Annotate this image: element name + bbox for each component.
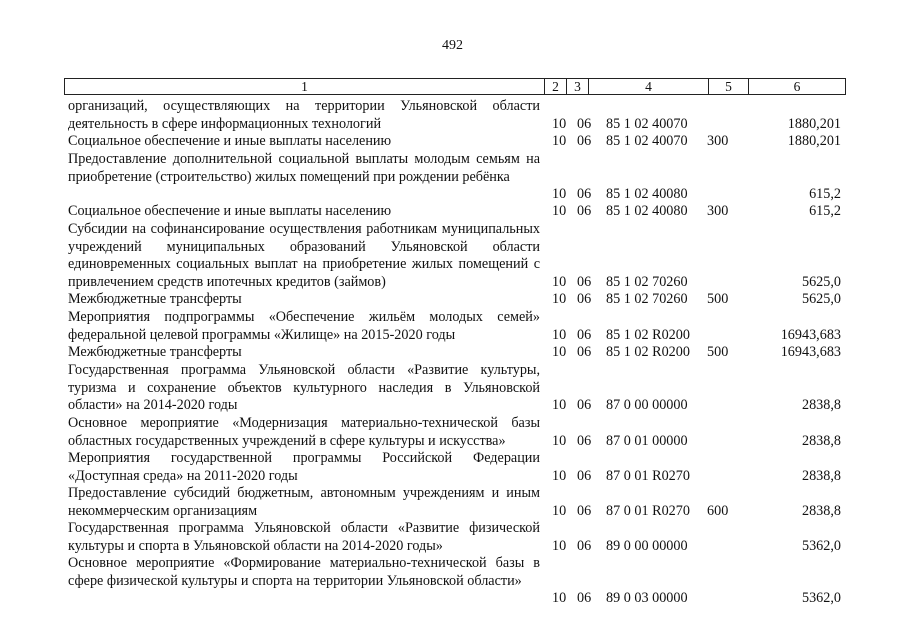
row-description: Предоставление субсидий бюджетным, автономным учреждениям и иным некоммерческим организациям [68, 485, 540, 519]
row-col-2: 10 [552, 502, 567, 519]
row-col-6: 5362,0 [801, 590, 841, 607]
row-col-4: 85 1 02 R0200 [606, 326, 690, 343]
row-col-3: 06 [577, 273, 592, 290]
row-col-5: 500 [707, 344, 729, 360]
row-col-4: 87 0 01 R0270 [606, 467, 690, 484]
row-col-3: 06 [577, 133, 592, 149]
row-description: Межбюджетные трансферты [68, 291, 242, 307]
row-col-6: 615,2 [809, 186, 841, 203]
row-col-3: 06 [577, 590, 592, 607]
row-description: организаций, осуществляющих на территории Ульяновской области деятельность в сфере информационных технологий [68, 98, 540, 132]
row-col-6: 1880,201 [787, 115, 841, 132]
row-col-4: 85 1 02 R0200 [606, 344, 690, 360]
row-description: Предоставление дополнительной социальной выплаты молодым семьям на приобретение (строительство) жилых помещений при рождении ребёнка [68, 151, 540, 185]
table-row [0, 344, 905, 362]
row-col-3: 06 [577, 115, 592, 132]
row-col-6: 5362,0 [801, 537, 841, 554]
row-description: Межбюджетные трансферты [68, 344, 242, 360]
row-col-2: 10 [552, 203, 567, 219]
row-col-6: 1880,201 [787, 133, 841, 149]
row-col-2: 10 [552, 186, 567, 203]
row-col-3: 06 [577, 397, 592, 414]
row-col-4: 85 1 02 70260 [606, 291, 688, 307]
row-col-4: 87 0 01 R0270 [606, 502, 690, 519]
row-col-2: 10 [552, 273, 567, 290]
row-col-6: 5625,0 [801, 273, 841, 290]
row-col-2: 10 [552, 326, 567, 343]
row-col-3: 06 [577, 291, 592, 307]
row-col-6: 2838,8 [801, 502, 841, 519]
header-col-3: 3 [567, 79, 589, 94]
table-row [0, 485, 905, 520]
page-number: 492 [442, 38, 463, 53]
table-row [0, 133, 905, 151]
row-col-4: 85 1 02 40080 [606, 186, 688, 203]
table-row [0, 309, 905, 344]
row-description: Социальное обеспечение и иные выплаты населению [68, 203, 392, 219]
row-description: Субсидии на софинансирование осуществления работникам муниципальных учреждений муниципальных образований Ульяновской области единовременных социальных выплат на приобретение жилых помещений с привлечением средств ипотечных кредитов (займов) [68, 221, 540, 290]
row-col-2: 10 [552, 590, 567, 607]
row-col-3: 06 [577, 186, 592, 203]
row-col-5: 300 [707, 133, 729, 149]
row-col-2: 10 [552, 467, 567, 484]
row-description: Мероприятия подпрограммы «Обеспечение жильём молодых семей» федеральной целевой программы «Жилище» на 2015-2020 годы [68, 309, 540, 343]
row-col-3: 06 [577, 502, 592, 519]
row-col-5: 300 [707, 203, 729, 219]
row-col-4: 89 0 03 00000 [606, 590, 688, 607]
header-col-2: 2 [545, 79, 567, 94]
row-col-4: 87 0 00 00000 [606, 397, 688, 414]
table-row [0, 362, 905, 415]
table-row [0, 221, 905, 291]
row-col-3: 06 [577, 326, 592, 343]
header-col-5: 5 [709, 79, 749, 94]
row-col-5: 500 [707, 291, 729, 307]
row-col-6: 615,2 [809, 203, 841, 219]
row-col-4: 85 1 02 40070 [606, 133, 688, 149]
row-col-3: 06 [577, 467, 592, 484]
row-col-4: 85 1 02 70260 [606, 273, 688, 290]
row-description: Государственная программа Ульяновской области «Развитие культуры, туризма и сохранение объектов культурного наследия в Ульяновской области» на 2014-2020 годы [68, 362, 540, 414]
table-row [0, 450, 905, 485]
row-col-2: 10 [552, 344, 567, 360]
row-col-4: 85 1 02 40070 [606, 115, 688, 132]
table-row [0, 98, 905, 133]
row-col-2: 10 [552, 133, 567, 149]
row-description: Основное мероприятие «Модернизация материально-технической базы областных государственных учреждений в сфере культуры и искусства» [68, 415, 540, 449]
row-col-6: 2838,8 [801, 467, 841, 484]
row-col-2: 10 [552, 115, 567, 132]
table-row [0, 520, 905, 555]
row-col-6: 16943,683 [780, 326, 841, 343]
row-col-6: 2838,8 [801, 432, 841, 449]
row-description: Государственная программа Ульяновской области «Развитие физической культуры и спорта в Ульяновской области на 2014-2020 годы» [68, 520, 540, 554]
table-row [0, 291, 905, 309]
table-row [0, 555, 905, 608]
row-description: Мероприятия государственной программы Российской Федерации «Доступная среда» на 2011-2020 годы [68, 450, 540, 484]
table-row [0, 151, 905, 204]
row-col-4: 89 0 00 00000 [606, 537, 688, 554]
row-col-2: 10 [552, 291, 567, 307]
row-col-4: 87 0 01 00000 [606, 432, 688, 449]
table-row [0, 415, 905, 450]
row-col-2: 10 [552, 537, 567, 554]
row-col-3: 06 [577, 432, 592, 449]
row-col-3: 06 [577, 537, 592, 554]
header-col-6: 6 [793, 79, 801, 94]
row-col-4: 85 1 02 40080 [606, 203, 688, 219]
row-col-3: 06 [577, 203, 592, 219]
row-col-2: 10 [552, 432, 567, 449]
row-col-6: 5625,0 [801, 291, 841, 307]
row-col-6: 16943,683 [780, 344, 841, 360]
table-row [0, 203, 905, 221]
header-col-1: 1 [65, 79, 545, 94]
row-description: Основное мероприятие «Формирование материально-технической базы в сфере физической культуры и спорта на территории Ульяновской области» [68, 555, 540, 589]
row-description: Социальное обеспечение и иные выплаты населению [68, 133, 392, 149]
header-col-4: 4 [589, 79, 709, 94]
row-col-2: 10 [552, 397, 567, 414]
row-col-5: 600 [707, 502, 729, 519]
row-col-6: 2838,8 [801, 397, 841, 414]
row-col-3: 06 [577, 344, 592, 360]
